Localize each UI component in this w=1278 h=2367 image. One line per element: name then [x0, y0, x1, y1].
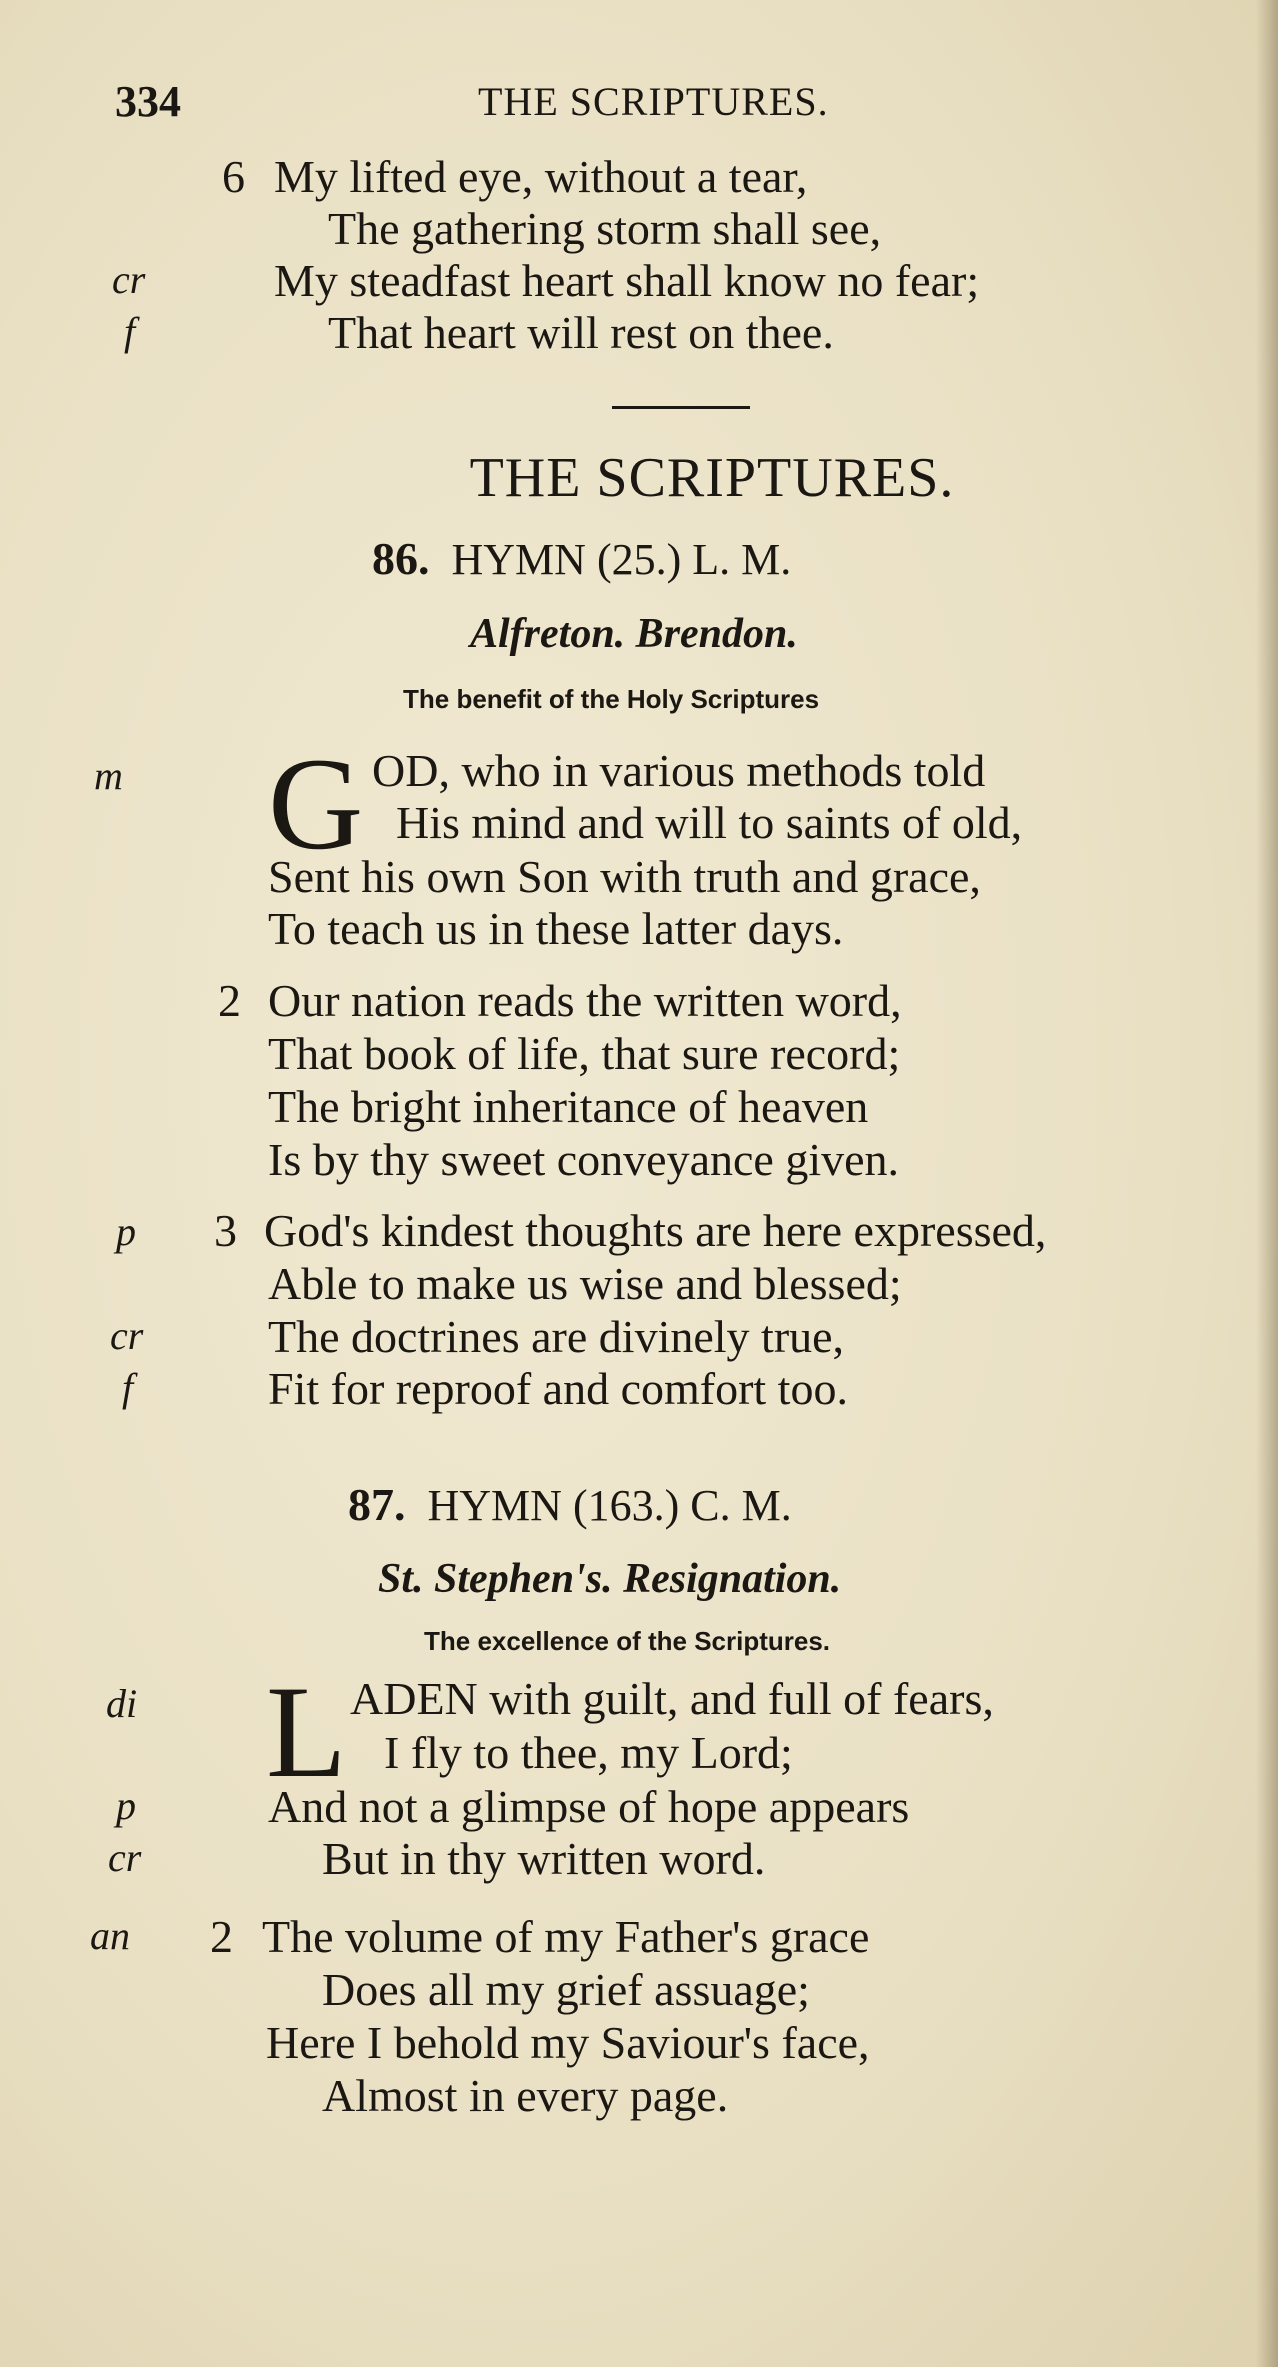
verse-line: My lifted eye, without a tear,	[274, 151, 808, 202]
dynamic-mark: di	[106, 1681, 138, 1726]
verse-line: God's kindest thoughts are here expressed,	[264, 1205, 1047, 1256]
running-title: THE SCRIPTURES.	[478, 79, 829, 124]
hymn-subject: The excellence of the Scriptures.	[424, 1626, 831, 1656]
verse-line: ADEN with guilt, and full of fears,	[350, 1673, 994, 1724]
verse-line: The doctrines are divinely true,	[268, 1311, 845, 1362]
dynamic-mark: m	[94, 753, 123, 798]
verse-line: And not a glimpse of hope appears	[268, 1781, 910, 1832]
hymn-number: 86.	[372, 533, 430, 584]
hymn-heading	[348, 1478, 792, 1531]
hymn-number: 87.	[348, 1479, 406, 1530]
dynamic-mark: p	[116, 1783, 136, 1828]
verse-line: Sent his own Son with truth and grace,	[268, 851, 981, 902]
verse-number: 3	[214, 1205, 237, 1256]
verse-line: His mind and will to saints of old,	[396, 797, 1023, 848]
verse-line: The bright inheritance of heaven	[268, 1081, 869, 1132]
verse-line: My steadfast heart shall know no fear;	[274, 255, 980, 306]
verse-line: OD, who in various methods told	[372, 745, 986, 796]
verse-line: The volume of my Father's grace	[262, 1911, 870, 1962]
verse-line: Our nation reads the written word,	[268, 975, 902, 1026]
verse-line: I fly to thee, my Lord;	[384, 1727, 793, 1778]
verse-line: The gathering storm shall see,	[328, 203, 882, 254]
section-title: THE SCRIPTURES.	[469, 447, 955, 509]
dynamic-mark: p	[116, 1209, 136, 1254]
dynamic-mark: f	[124, 309, 136, 354]
page-edge-shadow	[1256, 0, 1278, 2367]
verse-line: That book of life, that sure record;	[268, 1028, 901, 1079]
verse-line: Able to make us wise and blessed;	[268, 1258, 902, 1309]
verse-line: Fit for reproof and comfort too.	[268, 1363, 848, 1414]
hymn-meter: HYMN (25.) L. M.	[451, 535, 792, 584]
verse-line: But in thy written word.	[322, 1833, 766, 1884]
verse-line: Almost in every page.	[322, 2070, 729, 2121]
dynamic-mark: cr	[108, 1835, 142, 1880]
section-rule	[612, 406, 750, 409]
drop-capital: L	[266, 1658, 347, 1805]
dynamic-mark: cr	[110, 1313, 144, 1358]
tune-names: Alfreton. Brendon.	[470, 611, 798, 657]
verse-number: 6	[222, 151, 245, 202]
verse-line: To teach us in these latter days.	[268, 903, 844, 954]
verse-line: Is by thy sweet conveyance given.	[268, 1134, 900, 1185]
verse-line: Does all my grief assuage;	[322, 1964, 810, 2015]
verse-number: 2	[218, 975, 241, 1026]
tune-names: St. Stephen's. Resignation.	[378, 1556, 842, 1602]
hymn-heading	[372, 532, 791, 585]
hymn-meter: HYMN (163.) C. M.	[427, 1481, 792, 1530]
page-number: 334	[115, 77, 181, 126]
verse-number: 2	[210, 1911, 233, 1962]
dynamic-mark: an	[90, 1913, 130, 1958]
hymn-subject: The benefit of the Holy Scriptures	[403, 684, 820, 714]
dynamic-mark: f	[122, 1365, 134, 1410]
drop-capital: G	[268, 730, 364, 877]
verse-line: Here I behold my Saviour's face,	[266, 2017, 870, 2068]
verse-line: That heart will rest on thee.	[328, 307, 834, 358]
dynamic-mark: cr	[112, 257, 146, 302]
